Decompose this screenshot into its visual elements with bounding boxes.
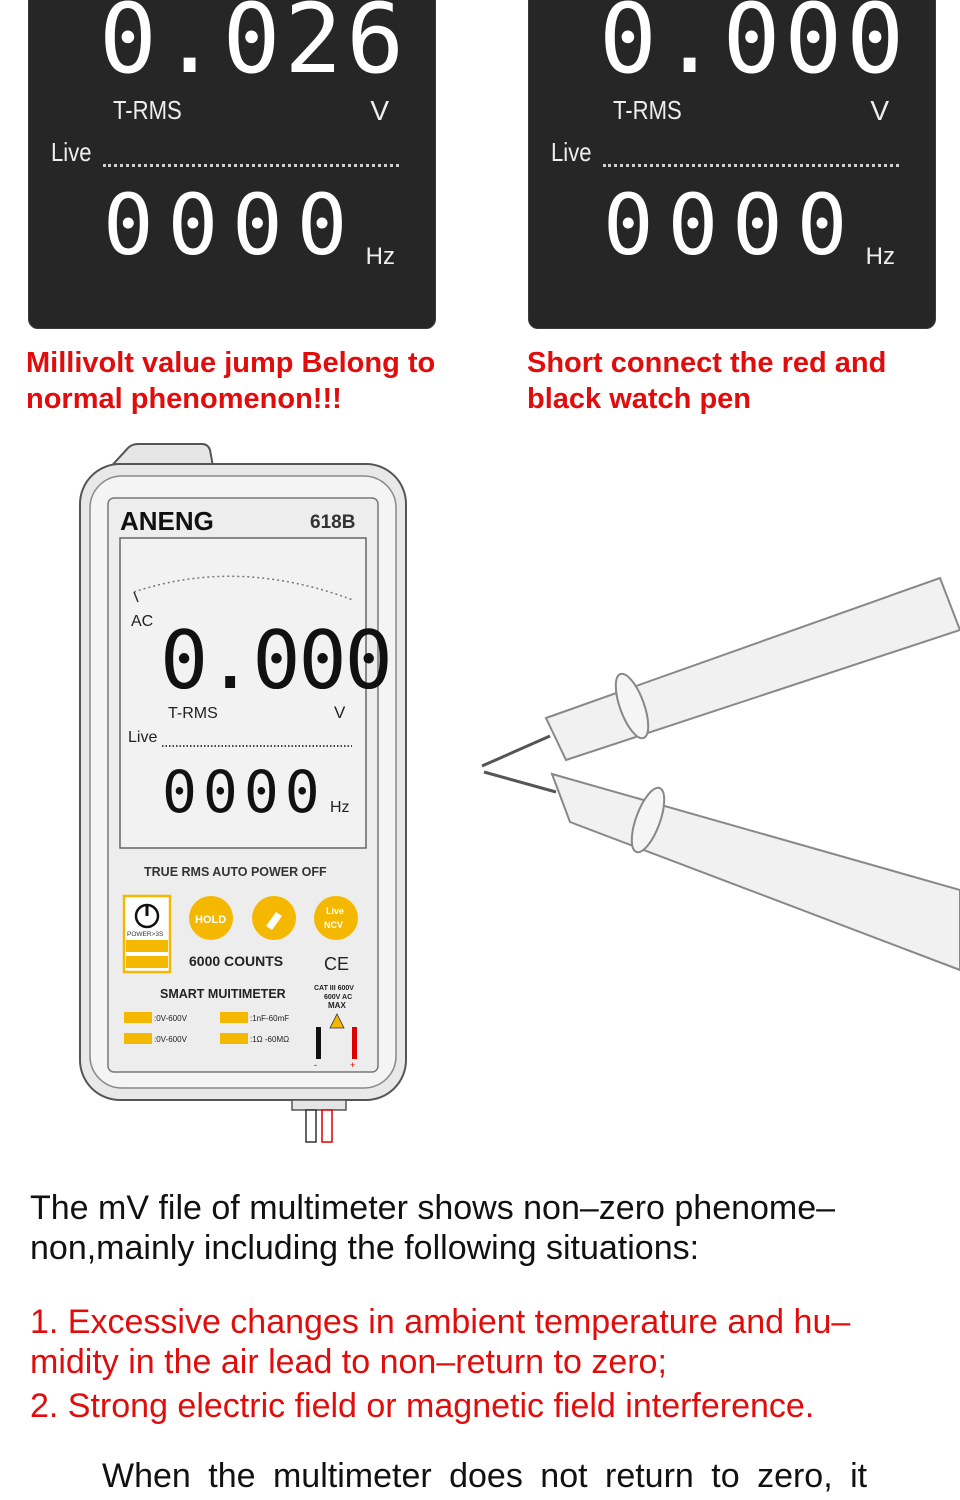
black-lead (306, 1110, 316, 1142)
lcd-display-zero (528, 0, 936, 329)
frequency-reading: 0000 (103, 176, 362, 274)
meter-trms: T-RMS (168, 705, 218, 722)
live-ncv-button (314, 896, 358, 940)
upper-probe-tip (482, 736, 550, 766)
plus-sign: + (350, 1060, 356, 1070)
com-socket (316, 1027, 321, 1059)
brand-logo: ANENG (120, 506, 214, 536)
live-btn-label: Live (326, 906, 345, 916)
caption-left (26, 345, 466, 417)
hz-unit: Hz (365, 243, 395, 270)
model-number: 618B (310, 512, 356, 533)
main-reading: 0.026 (99, 0, 408, 95)
v-socket (352, 1027, 357, 1059)
meter-hz: Hz (330, 799, 350, 816)
live-label: Live (551, 137, 592, 167)
spec-cap: :1nF-60mF (250, 1014, 290, 1023)
outro-line: When the multimeter does not return to zero, it (102, 1457, 868, 1495)
spec-acv: :0V-600V (154, 1035, 187, 1044)
intro-line1: The mV file of multimeter shows non–zero phenome– (30, 1189, 836, 1227)
cat-rating: CAT III 600V (314, 985, 354, 992)
lower-probe-body (552, 774, 960, 970)
cap-diode-icon (126, 940, 168, 952)
intro-paragraph (30, 1188, 835, 1268)
hz-unit: Hz (865, 243, 895, 270)
smart-label: SMART MUITIMETER (160, 987, 286, 1001)
dcv-icon (124, 1012, 152, 1023)
caption-left-line2: normal phenomenon!!! (26, 383, 342, 415)
ce-mark: CE (324, 954, 350, 974)
live-bar (603, 164, 899, 167)
lcd-display-jumping (28, 0, 436, 329)
caption-right-line2: black watch pen (527, 383, 752, 415)
point-one-line1: 1. Excessive changes in ambient temperature and hu– (30, 1303, 851, 1341)
multimeter-illustration (78, 442, 408, 1144)
ohm-icon (220, 1033, 248, 1044)
ac-label: AC (131, 613, 154, 630)
continuity-icon (126, 956, 168, 968)
spec-dcv: :0V-600V (154, 1014, 187, 1023)
meter-freq-reading: 0000 (162, 758, 326, 826)
caption-right-line1: Short connect the red and (527, 347, 887, 379)
live-label: Live (51, 137, 92, 167)
meter-volt: V (334, 703, 346, 722)
probes-svg (470, 560, 960, 980)
cat-max: MAX (328, 1001, 346, 1010)
red-lead (322, 1110, 332, 1142)
point-one (30, 1302, 850, 1382)
spec-res: :1Ω -60MΩ (250, 1035, 290, 1044)
lower-probe-tip (484, 772, 556, 792)
test-probes-illustration (470, 560, 960, 980)
trms-label: T-RMS (113, 95, 182, 125)
point-two: 2. Strong electric field or magnetic field interference. (30, 1387, 815, 1425)
frequency-reading: 0000 (603, 176, 862, 274)
caption-right (527, 345, 960, 417)
cap-icon (220, 1012, 248, 1023)
main-reading: 0.000 (599, 0, 908, 95)
minus-sign: - (314, 1060, 317, 1070)
hold-label: HOLD (195, 914, 227, 926)
power-label: POWER>3S (127, 931, 164, 938)
upper-probe-body (546, 578, 960, 760)
acv-icon (124, 1033, 152, 1044)
caption-left-line1: Millivolt value jump Belong to (26, 347, 436, 379)
cat-ac: 600V AC (324, 994, 353, 1001)
meter-live: Live (128, 729, 158, 746)
live-bar (103, 164, 399, 167)
bottom-connector (292, 1100, 346, 1110)
point-one-line2: midity in the air lead to non–return to zero; (30, 1343, 667, 1381)
upper-probe (482, 578, 960, 766)
volt-unit: V (870, 95, 889, 126)
multimeter-svg (78, 442, 408, 1144)
lower-probe (484, 772, 960, 970)
ncv-btn-label: NCV (324, 920, 344, 930)
meter-main-reading: 0.000 (160, 614, 391, 707)
volt-unit: V (370, 95, 389, 126)
features-line: TRUE RMS AUTO POWER OFF (144, 865, 327, 879)
trms-label: T-RMS (613, 95, 682, 125)
intro-line2: non,mainly including the following situations: (30, 1229, 700, 1267)
counts-label: 6000 COUNTS (189, 953, 284, 969)
